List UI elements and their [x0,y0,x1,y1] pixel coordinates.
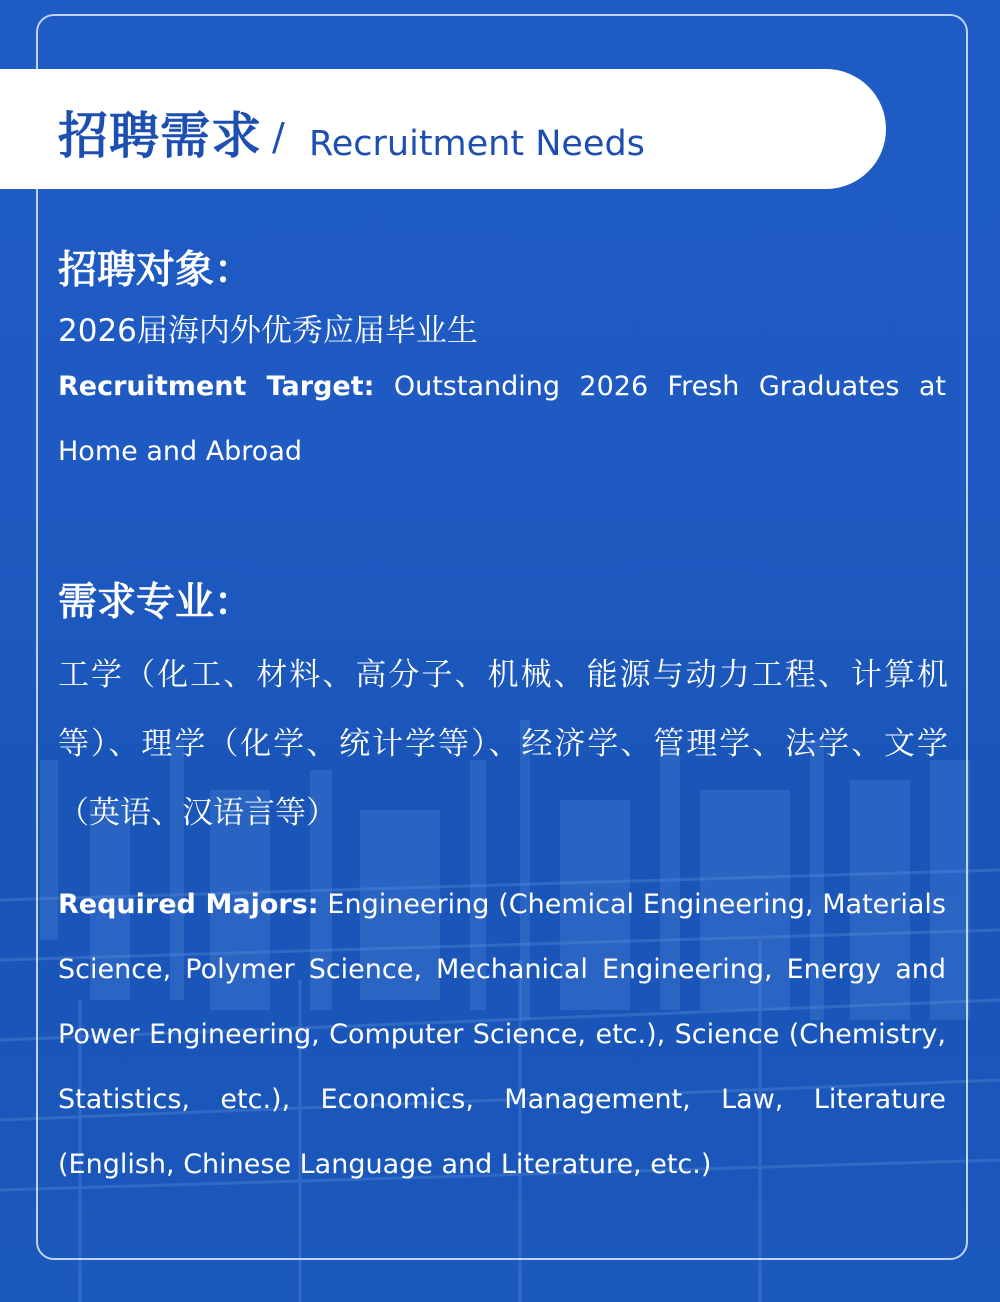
target-cn-text: 2026届海内外优秀应届毕业生 [58,313,478,349]
target-en-paragraph [58,354,946,484]
majors-en-label: Required Majors: [58,889,319,920]
majors-cn-text: 工学（化工、材料、高分子、机械、能源与动力工程、计算机等）、理学（化学、统计学等）、经济学、管理学、法学、文学（英语、汉语言等） [58,657,948,831]
target-en-label: Recruitment Target: [58,371,375,402]
banner-slash: / [272,115,285,159]
target-en-text: Outstanding 2026 Fresh Graduates at Home and Abroad [58,371,946,467]
target-heading: 招聘对象： [58,248,254,293]
majors-en-paragraph [58,872,946,1197]
majors-en-text: Engineering (Chemical Engineering, Materials Science, Polymer Science, Mechanical Engineering, Energy and Power Engineering, Computer Science, etc.), Science (Chemistry, Statistics, etc.), Economics, Management, Law, Literature (English, Chinese Language and Literature, etc.) [58,889,946,1180]
banner-title-en: Recruitment Needs [309,124,645,164]
banner-title-cn: 招聘需求 [58,107,262,165]
majors-heading: 需求专业： [58,580,254,625]
